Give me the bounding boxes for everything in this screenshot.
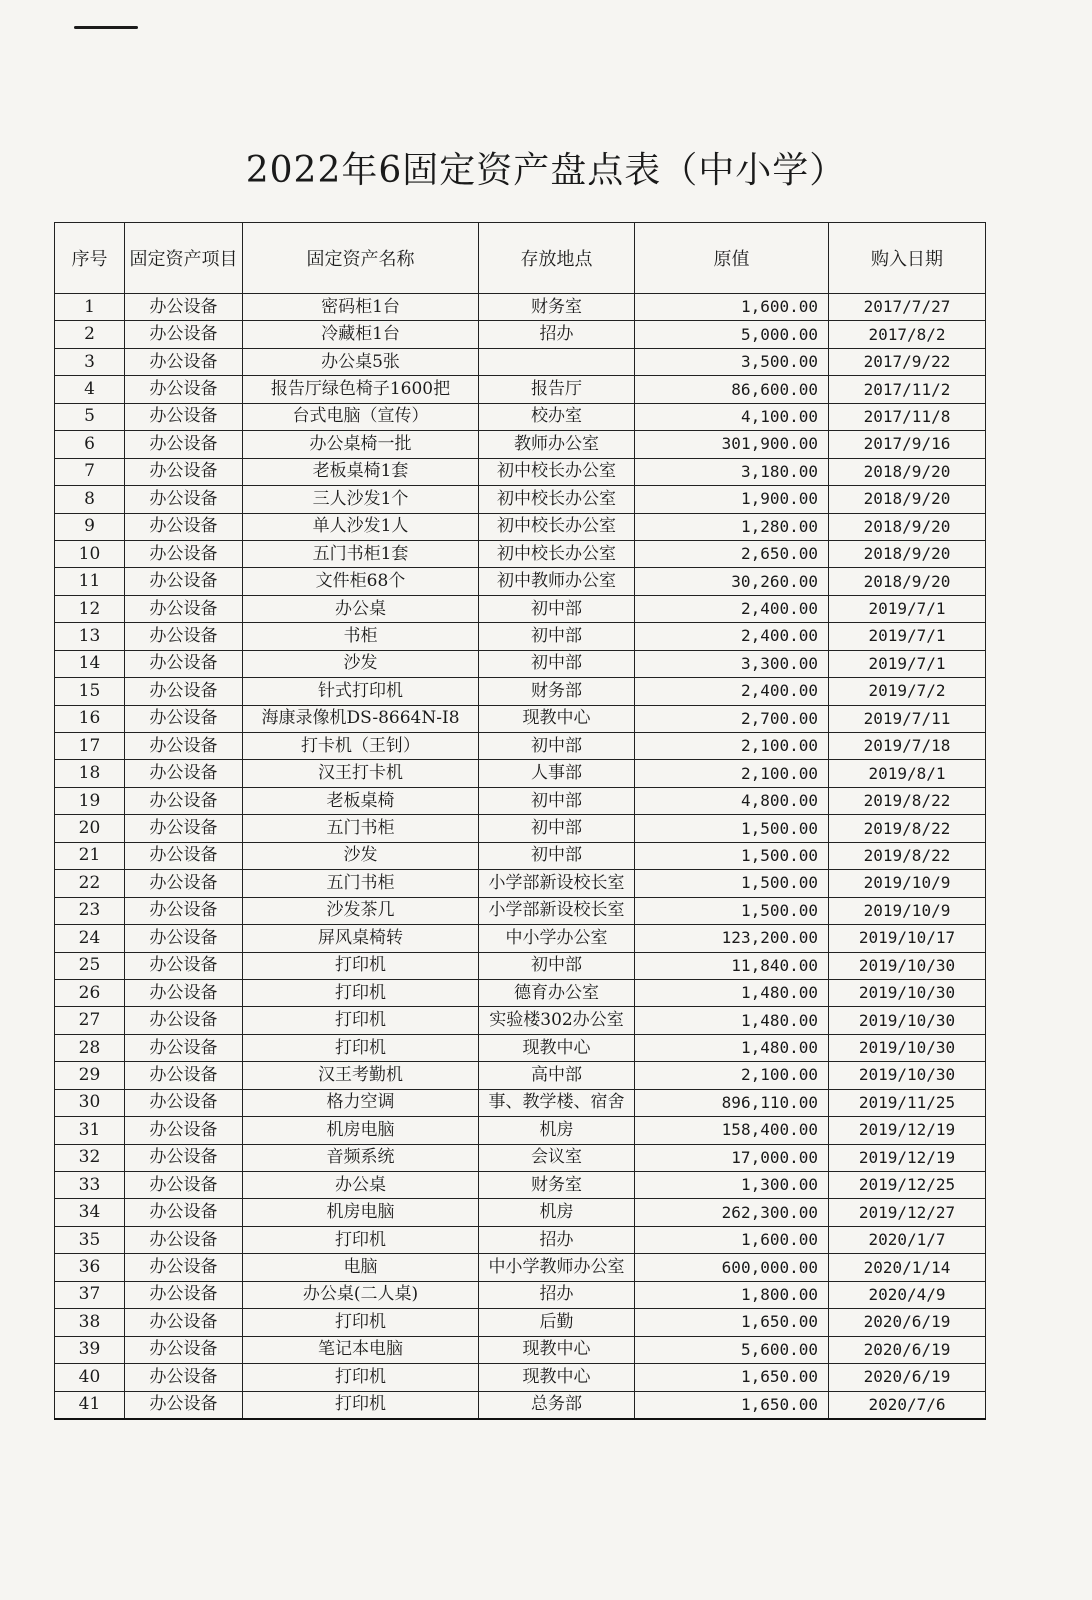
header-no: 序号: [55, 223, 125, 294]
cell-name: 五门书柜: [243, 870, 479, 897]
cell-date: 2019/10/30: [829, 1007, 986, 1034]
cell-location: 招办: [479, 1226, 635, 1253]
cell-category: 办公设备: [125, 1254, 243, 1281]
table-row: [55, 1062, 986, 1089]
table-row: [55, 760, 986, 787]
cell-location: 会议室: [479, 1144, 635, 1171]
cell-category: 办公设备: [125, 787, 243, 814]
cell-value: 1,480.00: [635, 979, 829, 1006]
cell-location: 小学部新设校长室: [479, 897, 635, 924]
cell-location: 中小学教师办公室: [479, 1254, 635, 1281]
cell-date: 2019/7/1: [829, 623, 986, 650]
cell-date: 2019/12/19: [829, 1144, 986, 1171]
cell-name: 办公桌(二人桌): [243, 1281, 479, 1308]
header-location: 存放地点: [479, 223, 635, 294]
cell-date: 2020/6/19: [829, 1309, 986, 1336]
cell-value: 2,700.00: [635, 705, 829, 732]
cell-no: 37: [55, 1281, 125, 1308]
table-row: [55, 1254, 986, 1281]
cell-location: 现教中心: [479, 1034, 635, 1061]
cell-location: 初中部: [479, 733, 635, 760]
table-row: [55, 431, 986, 458]
cell-value: 1,900.00: [635, 486, 829, 513]
cell-category: 办公设备: [125, 294, 243, 321]
cell-name: 汉王打卡机: [243, 760, 479, 787]
table-row: [55, 513, 986, 540]
table-row: [55, 733, 986, 760]
cell-category: 办公设备: [125, 733, 243, 760]
cell-name: 报告厅绿色椅子1600把: [243, 376, 479, 403]
table-row: [55, 1172, 986, 1199]
cell-name: 办公桌5张: [243, 348, 479, 375]
cell-value: 1,650.00: [635, 1309, 829, 1336]
cell-no: 10: [55, 540, 125, 567]
cell-value: 2,100.00: [635, 1062, 829, 1089]
cell-value: 1,650.00: [635, 1391, 829, 1419]
cell-name: 沙发茶几: [243, 897, 479, 924]
cell-category: 办公设备: [125, 760, 243, 787]
cell-no: 23: [55, 897, 125, 924]
header-value: 原值: [635, 223, 829, 294]
header-date: 购入日期: [829, 223, 986, 294]
cell-value: 17,000.00: [635, 1144, 829, 1171]
cell-category: 办公设备: [125, 623, 243, 650]
cell-value: 1,480.00: [635, 1034, 829, 1061]
cell-category: 办公设备: [125, 486, 243, 513]
cell-value: 1,650.00: [635, 1364, 829, 1391]
cell-no: 20: [55, 815, 125, 842]
cell-no: 41: [55, 1391, 125, 1419]
cell-location: 初中部: [479, 623, 635, 650]
cell-date: 2019/10/30: [829, 952, 986, 979]
cell-category: 办公设备: [125, 568, 243, 595]
cell-location: 初中校长办公室: [479, 458, 635, 485]
table-row: [55, 787, 986, 814]
cell-value: 1,500.00: [635, 815, 829, 842]
table-row: [55, 1391, 986, 1419]
cell-category: 办公设备: [125, 979, 243, 1006]
cell-category: 办公设备: [125, 842, 243, 869]
table-row: [55, 1199, 986, 1226]
cell-location: 初中校长办公室: [479, 486, 635, 513]
cell-value: 158,400.00: [635, 1117, 829, 1144]
cell-name: 三人沙发1个: [243, 486, 479, 513]
cell-date: 2019/11/25: [829, 1089, 986, 1116]
table-row: [55, 1089, 986, 1116]
cell-date: 2019/8/22: [829, 842, 986, 869]
table-row: [55, 348, 986, 375]
cell-date: 2020/1/7: [829, 1226, 986, 1253]
cell-no: 18: [55, 760, 125, 787]
cell-value: 2,100.00: [635, 733, 829, 760]
cell-category: 办公设备: [125, 1281, 243, 1308]
cell-date: 2017/11/2: [829, 376, 986, 403]
cell-location: 人事部: [479, 760, 635, 787]
cell-name: 笔记本电脑: [243, 1336, 479, 1363]
cell-no: 13: [55, 623, 125, 650]
cell-location: 现教中心: [479, 1336, 635, 1363]
cell-value: 2,400.00: [635, 623, 829, 650]
cell-category: 办公设备: [125, 1172, 243, 1199]
table-row: [55, 1007, 986, 1034]
cell-category: 办公设备: [125, 1309, 243, 1336]
cell-value: 1,600.00: [635, 1226, 829, 1253]
cell-category: 办公设备: [125, 1336, 243, 1363]
cell-name: 格力空调: [243, 1089, 479, 1116]
cell-location: 实验楼302办公室: [479, 1007, 635, 1034]
cell-category: 办公设备: [125, 678, 243, 705]
table-row: [55, 1117, 986, 1144]
table-row: [55, 1034, 986, 1061]
cell-date: 2019/7/11: [829, 705, 986, 732]
cell-value: 3,180.00: [635, 458, 829, 485]
cell-date: 2019/7/1: [829, 595, 986, 622]
cell-no: 26: [55, 979, 125, 1006]
cell-category: 办公设备: [125, 348, 243, 375]
cell-date: 2019/10/30: [829, 1062, 986, 1089]
cell-value: 1,280.00: [635, 513, 829, 540]
cell-date: 2020/6/19: [829, 1336, 986, 1363]
cell-category: 办公设备: [125, 403, 243, 430]
cell-date: 2018/9/20: [829, 540, 986, 567]
cell-location: 招办: [479, 321, 635, 348]
cell-value: 896,110.00: [635, 1089, 829, 1116]
cell-category: 办公设备: [125, 1226, 243, 1253]
cell-no: 35: [55, 1226, 125, 1253]
cell-location: 机房: [479, 1199, 635, 1226]
cell-category: 办公设备: [125, 1199, 243, 1226]
table-row: [55, 979, 986, 1006]
table-header-row: [55, 223, 986, 294]
cell-location: 初中部: [479, 815, 635, 842]
table-row: [55, 678, 986, 705]
cell-location: 总务部: [479, 1391, 635, 1419]
cell-date: 2019/10/17: [829, 925, 986, 952]
cell-category: 办公设备: [125, 540, 243, 567]
cell-value: 1,600.00: [635, 294, 829, 321]
cell-value: 1,500.00: [635, 897, 829, 924]
cell-date: 2019/7/1: [829, 650, 986, 677]
cell-name: 密码柜1台: [243, 294, 479, 321]
cell-no: 9: [55, 513, 125, 540]
cell-value: 2,400.00: [635, 595, 829, 622]
cell-date: 2020/7/6: [829, 1391, 986, 1419]
cell-no: 33: [55, 1172, 125, 1199]
cell-date: 2017/7/27: [829, 294, 986, 321]
cell-no: 19: [55, 787, 125, 814]
cell-date: 2017/9/16: [829, 431, 986, 458]
cell-date: 2017/9/22: [829, 348, 986, 375]
cell-name: 电脑: [243, 1254, 479, 1281]
asset-inventory-table: [54, 222, 986, 1420]
cell-date: 2019/7/18: [829, 733, 986, 760]
cell-name: 打印机: [243, 979, 479, 1006]
cell-no: 14: [55, 650, 125, 677]
cell-location: 后勤: [479, 1309, 635, 1336]
cell-no: 6: [55, 431, 125, 458]
cell-location: 初中部: [479, 842, 635, 869]
table-row: [55, 1226, 986, 1253]
cell-no: 17: [55, 733, 125, 760]
cell-no: 34: [55, 1199, 125, 1226]
cell-location: 初中校长办公室: [479, 513, 635, 540]
cell-date: 2019/10/9: [829, 870, 986, 897]
cell-name: 办公桌: [243, 1172, 479, 1199]
cell-date: 2020/1/14: [829, 1254, 986, 1281]
cell-value: 3,500.00: [635, 348, 829, 375]
cell-location: 校办室: [479, 403, 635, 430]
cell-date: 2019/8/22: [829, 815, 986, 842]
cell-date: 2018/9/20: [829, 513, 986, 540]
cell-location: [479, 348, 635, 375]
cell-value: 1,800.00: [635, 1281, 829, 1308]
cell-value: 1,500.00: [635, 870, 829, 897]
table-row: [55, 815, 986, 842]
cell-category: 办公设备: [125, 897, 243, 924]
cell-name: 打印机: [243, 952, 479, 979]
cell-name: 屏风桌椅转: [243, 925, 479, 952]
cell-date: 2019/10/9: [829, 897, 986, 924]
table-row: [55, 1364, 986, 1391]
cell-name: 打印机: [243, 1007, 479, 1034]
cell-name: 机房电脑: [243, 1199, 479, 1226]
table-row: [55, 870, 986, 897]
cell-category: 办公设备: [125, 1364, 243, 1391]
cell-category: 办公设备: [125, 925, 243, 952]
table-row: [55, 486, 986, 513]
cell-name: 打印机: [243, 1364, 479, 1391]
cell-category: 办公设备: [125, 705, 243, 732]
cell-name: 书柜: [243, 623, 479, 650]
cell-date: 2020/4/9: [829, 1281, 986, 1308]
cell-location: 中小学办公室: [479, 925, 635, 952]
cell-category: 办公设备: [125, 1144, 243, 1171]
cell-no: 4: [55, 376, 125, 403]
cell-category: 办公设备: [125, 1391, 243, 1419]
cell-no: 28: [55, 1034, 125, 1061]
cell-category: 办公设备: [125, 1117, 243, 1144]
cell-location: 报告厅: [479, 376, 635, 403]
cell-no: 7: [55, 458, 125, 485]
cell-value: 123,200.00: [635, 925, 829, 952]
cell-date: 2018/9/20: [829, 486, 986, 513]
cell-location: 财务室: [479, 294, 635, 321]
cell-category: 办公设备: [125, 431, 243, 458]
cell-value: 5,600.00: [635, 1336, 829, 1363]
cell-no: 38: [55, 1309, 125, 1336]
cell-value: 2,100.00: [635, 760, 829, 787]
cell-name: 老板桌椅1套: [243, 458, 479, 485]
table-row: [55, 376, 986, 403]
cell-category: 办公设备: [125, 650, 243, 677]
cell-name: 音频系统: [243, 1144, 479, 1171]
cell-no: 22: [55, 870, 125, 897]
cell-location: 财务室: [479, 1172, 635, 1199]
cell-date: 2018/9/20: [829, 568, 986, 595]
cell-value: 2,400.00: [635, 678, 829, 705]
cell-date: 2019/12/27: [829, 1199, 986, 1226]
cell-date: 2019/12/19: [829, 1117, 986, 1144]
cell-date: 2019/12/25: [829, 1172, 986, 1199]
cell-location: 初中部: [479, 952, 635, 979]
cell-name: 机房电脑: [243, 1117, 479, 1144]
cell-name: 沙发: [243, 650, 479, 677]
cell-category: 办公设备: [125, 952, 243, 979]
cell-value: 11,840.00: [635, 952, 829, 979]
cell-date: 2019/7/2: [829, 678, 986, 705]
cell-no: 1: [55, 294, 125, 321]
table-row: [55, 623, 986, 650]
cell-location: 现教中心: [479, 705, 635, 732]
cell-name: 打印机: [243, 1309, 479, 1336]
cell-no: 39: [55, 1336, 125, 1363]
cell-name: 办公桌椅一批: [243, 431, 479, 458]
cell-name: 老板桌椅: [243, 787, 479, 814]
cell-location: 初中部: [479, 787, 635, 814]
cell-location: 高中部: [479, 1062, 635, 1089]
cell-no: 11: [55, 568, 125, 595]
table-row: [55, 952, 986, 979]
cell-value: 3,300.00: [635, 650, 829, 677]
table-row: [55, 897, 986, 924]
table-row: [55, 458, 986, 485]
cell-name: 打印机: [243, 1226, 479, 1253]
cell-location: 德育办公室: [479, 979, 635, 1006]
cell-category: 办公设备: [125, 513, 243, 540]
cell-location: 事、教学楼、宿舍: [479, 1089, 635, 1116]
corner-dash-mark: [74, 26, 138, 29]
header-category: 固定资产项目: [125, 223, 243, 294]
cell-date: 2017/8/2: [829, 321, 986, 348]
cell-value: 1,300.00: [635, 1172, 829, 1199]
table-row: [55, 540, 986, 567]
cell-location: 初中部: [479, 595, 635, 622]
cell-location: 初中部: [479, 650, 635, 677]
cell-value: 600,000.00: [635, 1254, 829, 1281]
cell-no: 30: [55, 1089, 125, 1116]
cell-location: 教师办公室: [479, 431, 635, 458]
cell-no: 16: [55, 705, 125, 732]
header-name: 固定资产名称: [243, 223, 479, 294]
cell-no: 21: [55, 842, 125, 869]
cell-name: 海康录像机DS-8664N-I8: [243, 705, 479, 732]
cell-category: 办公设备: [125, 595, 243, 622]
cell-name: 打印机: [243, 1034, 479, 1061]
cell-name: 台式电脑（宣传）: [243, 403, 479, 430]
cell-value: 1,500.00: [635, 842, 829, 869]
cell-value: 86,600.00: [635, 376, 829, 403]
cell-category: 办公设备: [125, 1062, 243, 1089]
cell-no: 12: [55, 595, 125, 622]
table-row: [55, 925, 986, 952]
cell-category: 办公设备: [125, 870, 243, 897]
table-row: [55, 842, 986, 869]
cell-no: 36: [55, 1254, 125, 1281]
cell-name: 沙发: [243, 842, 479, 869]
cell-date: 2020/6/19: [829, 1364, 986, 1391]
cell-value: 262,300.00: [635, 1199, 829, 1226]
cell-value: 5,000.00: [635, 321, 829, 348]
table-row: [55, 294, 986, 321]
table-body: [55, 294, 986, 1419]
table-row: [55, 650, 986, 677]
cell-no: 25: [55, 952, 125, 979]
table-row: [55, 568, 986, 595]
table-row: [55, 321, 986, 348]
cell-date: 2019/10/30: [829, 1034, 986, 1061]
table-row: [55, 1144, 986, 1171]
cell-location: 初中校长办公室: [479, 540, 635, 567]
asset-inventory-sheet: [54, 222, 985, 1420]
document-title: 2022年6固定资产盘点表（中小学）: [245, 150, 847, 191]
cell-category: 办公设备: [125, 321, 243, 348]
cell-location: 财务部: [479, 678, 635, 705]
cell-category: 办公设备: [125, 458, 243, 485]
cell-category: 办公设备: [125, 815, 243, 842]
cell-name: 办公桌: [243, 595, 479, 622]
table-row: [55, 403, 986, 430]
cell-location: 现教中心: [479, 1364, 635, 1391]
cell-category: 办公设备: [125, 1034, 243, 1061]
cell-name: 打印机: [243, 1391, 479, 1419]
table-row: [55, 595, 986, 622]
cell-category: 办公设备: [125, 1007, 243, 1034]
table-row: [55, 1309, 986, 1336]
cell-date: 2017/11/8: [829, 403, 986, 430]
cell-location: 小学部新设校长室: [479, 870, 635, 897]
cell-name: 冷藏柜1台: [243, 321, 479, 348]
cell-category: 办公设备: [125, 376, 243, 403]
cell-no: 8: [55, 486, 125, 513]
cell-name: 汉王考勤机: [243, 1062, 479, 1089]
cell-name: 单人沙发1人: [243, 513, 479, 540]
cell-value: 4,800.00: [635, 787, 829, 814]
cell-name: 五门书柜1套: [243, 540, 479, 567]
cell-value: 1,480.00: [635, 1007, 829, 1034]
cell-no: 2: [55, 321, 125, 348]
cell-name: 打卡机（王钊）: [243, 733, 479, 760]
cell-date: 2019/8/1: [829, 760, 986, 787]
cell-no: 29: [55, 1062, 125, 1089]
cell-date: 2018/9/20: [829, 458, 986, 485]
cell-name: 五门书柜: [243, 815, 479, 842]
cell-value: 4,100.00: [635, 403, 829, 430]
cell-value: 2,650.00: [635, 540, 829, 567]
table-row: [55, 1281, 986, 1308]
cell-category: 办公设备: [125, 1089, 243, 1116]
cell-no: 5: [55, 403, 125, 430]
cell-name: 针式打印机: [243, 678, 479, 705]
table-row: [55, 1336, 986, 1363]
cell-no: 15: [55, 678, 125, 705]
cell-date: 2019/10/30: [829, 979, 986, 1006]
cell-no: 24: [55, 925, 125, 952]
cell-no: 40: [55, 1364, 125, 1391]
cell-no: 3: [55, 348, 125, 375]
cell-value: 301,900.00: [635, 431, 829, 458]
cell-date: 2019/8/22: [829, 787, 986, 814]
cell-location: 招办: [479, 1281, 635, 1308]
cell-no: 27: [55, 1007, 125, 1034]
table-row: [55, 705, 986, 732]
cell-location: 初中教师办公室: [479, 568, 635, 595]
cell-value: 30,260.00: [635, 568, 829, 595]
cell-location: 机房: [479, 1117, 635, 1144]
cell-no: 31: [55, 1117, 125, 1144]
cell-name: 文件柜68个: [243, 568, 479, 595]
cell-no: 32: [55, 1144, 125, 1171]
